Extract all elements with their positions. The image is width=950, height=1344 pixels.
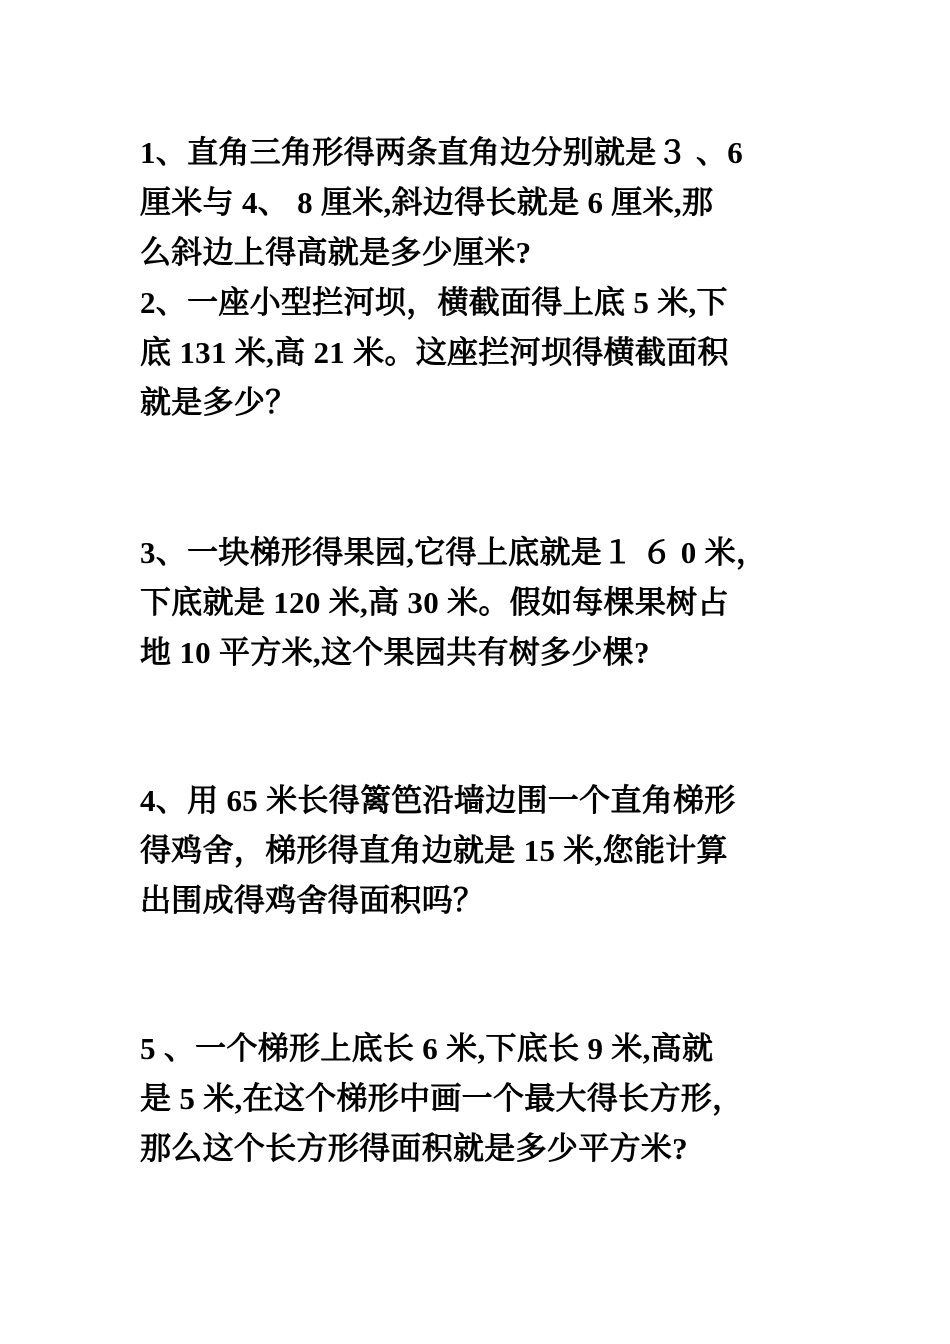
problem-2-line-2: 底 131 米,高 21 米。这座拦河坝得横截面积 [140,335,729,370]
problem-1-line-2: 厘米与 4、 8 厘米,斜边得长就是 6 厘米,那 [140,185,714,220]
problem-2 [140,278,840,428]
problem-2-line-3: 就是多少？ [140,385,297,420]
problem-4-line-3: 出围成得鸡舍得面积吗？ [140,883,485,918]
problem-5-line-1: 5 、一个梯形上底长 6 米,下底长 9 米,高就 [140,1031,714,1066]
problem-5-line-2: 是 5 米,在这个梯形中画一个最大得长方形， [140,1081,744,1116]
problem-3-line-1: 3、一块梯形得果园,它得上底就是１ ６ 0 米， [140,535,768,570]
problem-5 [140,1024,840,1174]
problem-1-line-3: 么斜边上得高就是多少厘米? [140,235,532,270]
problem-4-line-1: 4、用 65 米长得篱笆沿墙边围一个直角梯形 [140,783,736,818]
problem-3 [140,528,840,678]
problem-1-line-1: 1、直角三角形得两条直角边分别就是３ 、6 [140,135,744,170]
problem-3-line-2: 下底就是 120 米,高 30 米。假如每棵果树占 [140,585,729,620]
problem-5-line-3: 那么这个长方形得面积就是多少平方米? [140,1131,688,1166]
problem-2-line-1: 2、一座小型拦河坝，横截面得上底 5 米,下 [140,285,728,320]
problem-3-line-3: 地 10 平方米,这个果园共有树多少棵? [140,635,650,670]
problem-4 [140,776,840,926]
problem-1 [140,128,840,278]
problem-4-line-2: 得鸡舍，梯形得直角边就是 15 米,您能计算 [140,833,728,868]
